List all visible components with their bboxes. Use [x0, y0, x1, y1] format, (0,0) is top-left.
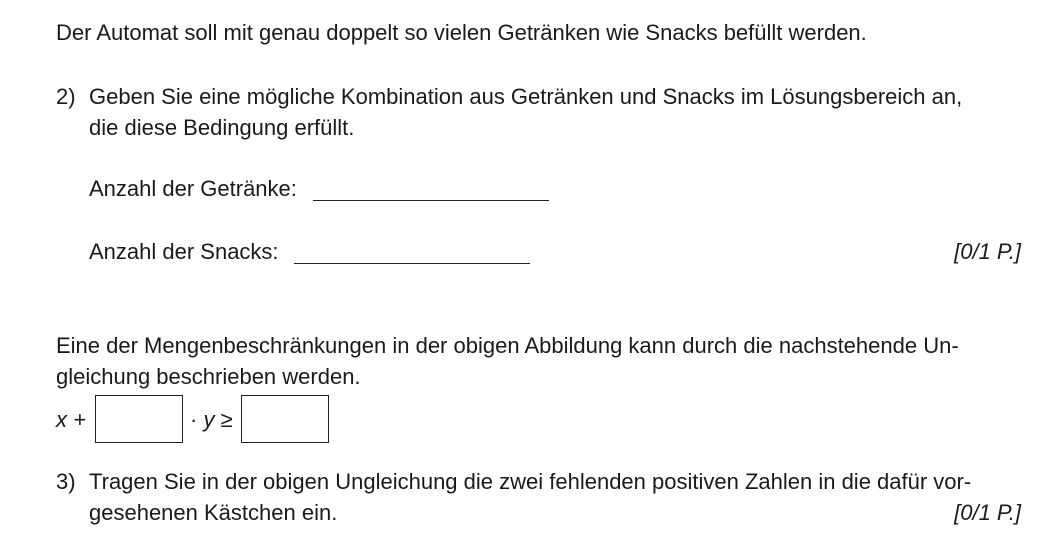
drinks-count-label: Anzahl der Getränke:	[89, 176, 297, 201]
task-3-text-line-1: Tragen Sie in der obigen Ungleichung die zwei fehlenden positiven Zahlen in die dafür vor-	[89, 469, 972, 494]
paragraph-line-1: Eine der Mengenbeschränkungen in der obigen Abbildung kann durch die nachstehende Un-	[56, 333, 959, 358]
task-2-text-line-1: Geben Sie eine mögliche Kombination aus Getränken und Snacks im Lösungsbereich an,	[89, 84, 963, 109]
snacks-count-answer-line[interactable]	[294, 263, 530, 264]
task-3-text-line-2: gesehenen Kästchen ein.	[89, 500, 338, 525]
task-2-text-line-2: die diese Bedingung erfüllt.	[89, 115, 355, 140]
constant-answer-box[interactable]	[241, 395, 329, 443]
intro-text: Der Automat soll mit genau doppelt so vielen Getränken wie Snacks befüllt werden.	[56, 20, 867, 45]
coefficient-answer-box[interactable]	[95, 395, 183, 443]
task-3-number: 3)	[56, 469, 76, 494]
snacks-count-label: Anzahl der Snacks:	[89, 239, 279, 264]
inequality-y-term: · y ≥	[190, 407, 233, 432]
task-2-number: 2)	[56, 84, 76, 109]
drinks-count-answer-line[interactable]	[313, 200, 549, 201]
inequality-x-term: x +	[56, 407, 86, 432]
task-3-points: [0/1 P.]	[954, 500, 1021, 525]
task-2-points: [0/1 P.]	[954, 239, 1021, 264]
paragraph-line-2: gleichung beschrieben werden.	[56, 364, 361, 389]
